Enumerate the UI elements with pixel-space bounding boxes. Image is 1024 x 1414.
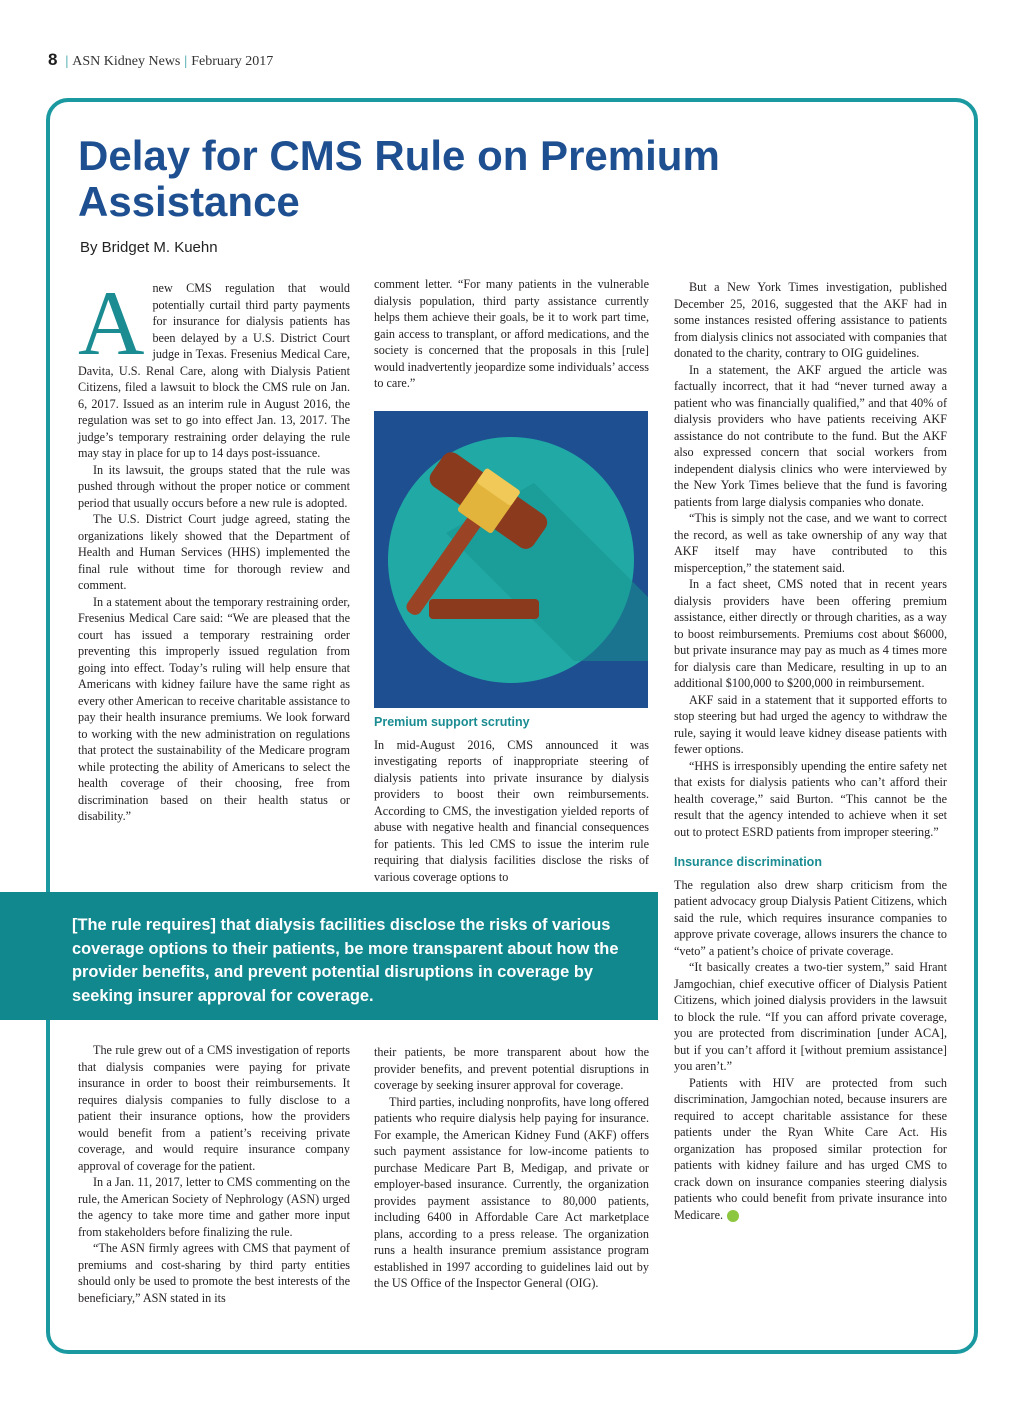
paragraph: “It basically creates a two-tier system,” said Hrant Jamgochian, chief executive officer of Dialysis Patient Citizens, which joined dialysis providers in the lawsuit to block the rule. “If you can afford private coverage, you are protected from discrimination [under ACA], but if you can’t afford it [without premium assistance] you aren’t.”	[674, 960, 947, 1073]
page-header: 8 | ASN Kidney News | February 2017	[48, 50, 274, 69]
paragraph: The rule grew out of a CMS investigation of reports that dialysis companies were paying for private insurance in order to boost their reimbursements. It requires dialysis companies to fully disclose to a patient their insurance options, how the providers would benefit from a patient’s receiving private coverage, and would require insurance company approval of coverage for the patient.	[78, 1043, 350, 1173]
article-title: Delay for CMS Rule on Premium Assistance	[78, 132, 720, 225]
column-1-bottom	[78, 1042, 350, 1306]
paragraph: The regulation also drew sharp criticism from the patient advocacy group Dialysis Patient Citizens, which said the rule, which requires insurance companies to approve private coverage, allows insurers the chance to “veto” a patient’s choice of private coverage.	[674, 877, 947, 958]
paragraph	[674, 1075, 947, 1224]
paragraph: “This is simply not the case, and we want to correct the record, as well as take ownership of any way that AKF itself may have contributed to this misperception,” the statement said.	[674, 511, 947, 575]
pull-quote: [The rule requires] that dialysis facilities disclose the risks of various coverage options to their patients, be more transparent about how the provider benefits, and prevent potential disruptions in coverage by seeking insurer approval for coverage.	[72, 916, 619, 1005]
drop-cap: A	[78, 272, 145, 374]
paragraph: In a Jan. 11, 2017, letter to CMS commenting on the rule, the American Society of Nephrology (ASN) urged the agency to take more time and gather more input from stakeholders before finalizing the rule.	[78, 1175, 350, 1239]
paragraph: In mid-August 2016, CMS announced it was investigating reports of inappropriate steering of dialysis patients into private insurance by dialysis providers to boost their own reimbursements. According to CMS, the investigation yielded reports of abuse with negative health and financial consequences for patients. This led CMS to issue the interim rule requiring that dialysis facilities disclose the risks of various coverage options to	[374, 737, 649, 884]
paragraph: their patients, be more transparent about how the provider benefits, and prevent potential disruptions in coverage by seeking insurer approval for coverage.	[374, 1045, 649, 1092]
gavel-illustration	[374, 411, 648, 708]
subhead-insurance-discrimination: Insurance discrimination	[674, 855, 822, 869]
paragraph: “The ASN firmly agrees with CMS that payment of premiums and cost-sharing by third party entities should only be used to promote the best interests of the beneficiary,” ASN stated in its	[78, 1241, 350, 1305]
paragraph: In its lawsuit, the groups stated that the rule was pushed through without the proper notice or comment period that usually occurs before a new rule is adopted.	[78, 462, 350, 510]
publication-name: ASN Kidney News	[72, 54, 181, 69]
paragraph: The U.S. District Court judge agreed, stating the organizations likely showed that the Department of Health and Human Services (HHS) implemented the final rule without time for thorough review and comment.	[78, 512, 350, 592]
paragraph: “HHS is irresponsibly upending the entire safety net that exists for dialysis patients who can’t afford their health coverage,” said Burton. “This cannot be the result that the agency intended to achieve when it set out to protect ESRD patients from improper steering.”	[674, 758, 947, 839]
paragraph: But a New York Times investigation, published December 25, 2016, suggested that the AKF had in some instances resisted offering assistance to patients from dialysis clinics not associated with companies that donated to the charity, contrary to OIG guidelines.	[674, 280, 947, 360]
column-2-bottom	[374, 1044, 649, 1292]
column-2-middle	[374, 714, 649, 885]
paragraph: Third parties, including nonprofits, have long offered patients who require dialysis help paying for insurance. For example, the American Kidney Fund (AKF) offers such payment assistance for low-income patients to purchase Medicare Part B, Medigap, and private or employer-based insurance. Currently, the organization provides payment assistance to 80,000 patients, including 6400 in Affordable Care Act marketplace plans, according to a press release. The organization runs a health insurance premium assistance program established in 1997 according to guidelines laid out by the US Office of the Inspector General (OIG).	[374, 1094, 649, 1290]
byline: By Bridget M. Kuehn	[80, 239, 218, 256]
pull-quote-box	[0, 892, 658, 1020]
column-3	[674, 279, 947, 1223]
end-mark-icon	[727, 1210, 739, 1222]
subhead-premium-support: Premium support scrutiny	[374, 715, 530, 729]
paragraph: In a fact sheet, CMS noted that in recent years dialysis providers have been offering premium assistance, either directly or through charities, as a way to boost reimbursements. Premiums cost about $6000, but private insurance may pay as much as 4 times more for dialysis care than Medicare, resulting in up to an additional $100,000 to $200,000 in reimbursement.	[674, 577, 947, 690]
paragraph: AKF said in a statement that it supported efforts to stop steering but had urged the agency to withdraw the rule, saying it would leave kidney disease patients with fewer options.	[674, 692, 947, 756]
page-number: 8	[48, 50, 58, 69]
issue-date: February 2017	[191, 54, 274, 69]
paragraph: In a statement, the AKF argued the article was factually incorrect, that it had “never turned away a patient who was financially qualified,” and that 40% of dialysis providers who have patients receiving AKF assistance do not contribute to the fund. But the AKF also expressed concern that social workers from independent dialysis clinics who were interviewed by the New York Times believe that the fund is favoring patients from large dialysis companies who donate.	[674, 362, 947, 509]
paragraph-text: Patients with HIV are protected from such discrimination, Jamgochian noted, because insurers are required to accept charitable assistance for these patients under the Ryan White Care Act. His organization has proposed similar protection for patients with kidney failure and has urged CMS to crack down on insurance companies steering dialysis patients who could benefit from private insurance into Medicare.	[674, 1075, 947, 1222]
paragraph: In a statement about the temporary restraining order, Fresenius Medical Care said: “We are pleased that the court has issued a temporary restraining order preventing this improperly issued regulation from going into effect. Today’s ruling will help ensure that Americans with kidney failure have the same right as every other American to receive charitable assistance to pay their health insurance premiums. We look forward to working with the new administration on regulations that protect the sustainability of the Medicare program while protecting the ability of Americans to select the health coverage of their choosing, free from discrimination based on their health status or disability.”	[78, 594, 350, 823]
column-2-top	[374, 276, 649, 392]
paragraph: new CMS regulation that would potentially curtail third party payments for insurance for dialysis patients has been delayed by a U.S. District Court judge in Texas. Fresenius Medical Care, Davita, U.S. Renal Care, along with Dialysis Patient Citizens, filed a lawsuit to block the CMS rule on Jan. 6, 2017. Issued as an interim rule in August 2016, the regulation was set to go into effect Jan. 13, 2017. The judge’s temporary restraining order delaying the rule may stay in place for up to 14 days post-issuance.	[78, 281, 350, 460]
column-1-top	[78, 272, 350, 825]
paragraph: comment letter. “For many patients in the vulnerable dialysis population, third party assistance currently helps them achieve their goals, be it to work part time, gain access to transplant, or afford medications, and the society is concerned that the proposals in this [rule] would inadvertently jeopardize some individuals’ access to care.”	[374, 277, 649, 390]
